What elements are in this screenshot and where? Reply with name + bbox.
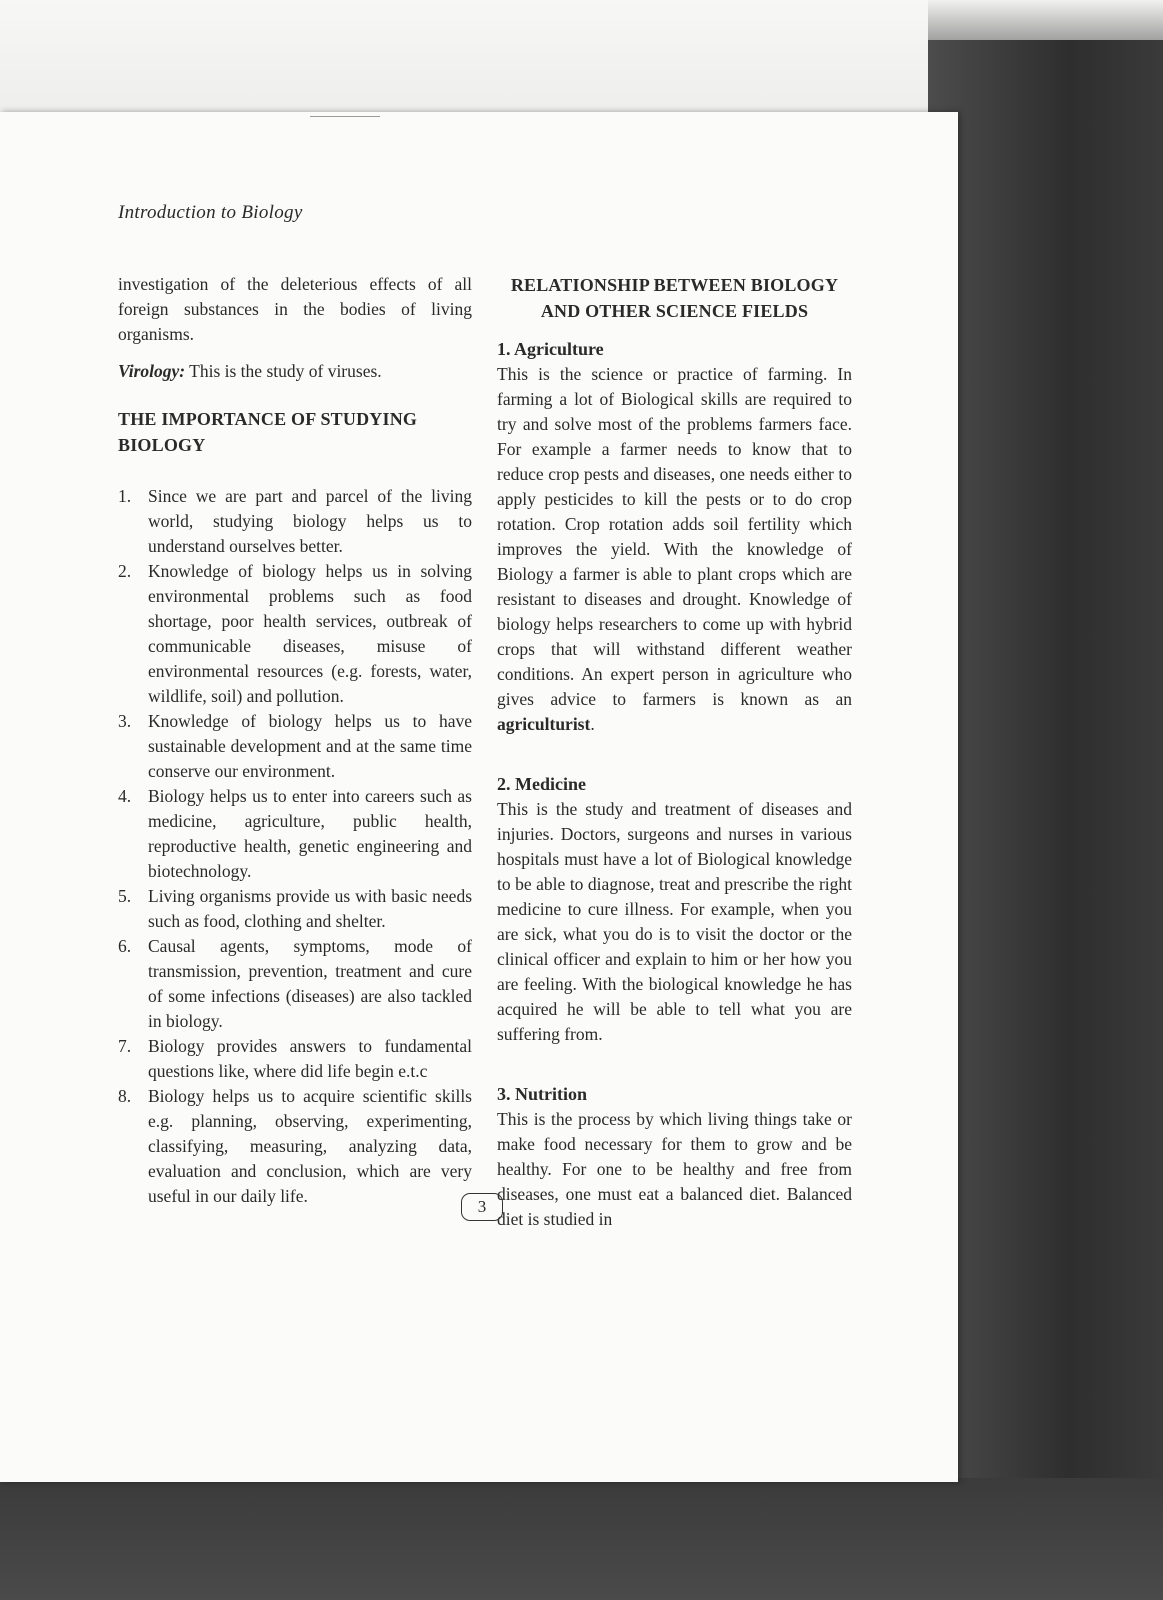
right-column [497,272,852,1232]
nutrition-title: 3. Nutrition [497,1084,587,1104]
list-item: 2. Knowledge of biology helps us in solving environmental problems such as food shortage, poor health services, outbreak of communicable diseases, misuse of environmental resources (e.g. forests, water, wildlife, soil) and pollution. [118,561,472,706]
list-item: 5. Living organisms provide us with basic needs such as food, clothing and shelter. [118,886,472,931]
running-head: Introduction to Biology [118,202,303,223]
header-rule [310,116,380,117]
relationship-heading-line1: RELATIONSHIP BETWEEN BIOLOGY [510,275,839,295]
importance-heading: THE IMPORTANCE OF STUDYING BIOLOGY [118,409,418,455]
virology-term: Virology: [118,361,186,381]
left-column [118,272,472,1209]
list-item: 1. Since we are part and parcel of the living world, studying biology helps us to understand ourselves better. [118,486,472,556]
medicine-title: 2. Medicine [497,774,586,794]
list-item: 3. Knowledge of biology helps us to have sustainable development and at the same time conserve our environment. [118,711,472,781]
medicine-paragraph: This is the study and treatment of diseases and injuries. Doctors, surgeons and nurses in various hospitals must have a lot of Biological knowledge to be able to diagnose, treat and prescribe the right medicine to cure illness. For example, when you are sick, what you do is to visit the doctor or the clinical officer and explain to him or her how you are feeling. With the biological knowledge he has acquired he will be able to tell what you are suffering from. [497,799,852,1044]
list-item: 4. Biology helps us to enter into careers such as medicine, agriculture, public health, reproductive health, genetic engineering and biotechnology. [118,786,472,881]
scan-background-bottom [0,1478,1163,1600]
virology-text: This is the study of viruses. [185,361,382,381]
scan-background-right [928,40,1163,1510]
agriculture-paragraph: This is the science or practice of farming. In farming a lot of Biological skills are required to try and solve most of the problems farmers face. For example a farmer needs to know that to reduce crop pests and diseases, one needs either to apply pesticides to kill the pests or to do crop rotation. Crop rotation adds soil fertility which improves the yield. With the knowledge of Biology a farmer is able to plant crops which are resistant to diseases and drought. Knowledge of biology helps researchers to come up with hybrid crops that will withstand different weather conditions. An expert person in agriculture who gives advice to farmers is known as an agriculturist. [497,364,852,734]
list-item: 6. Causal agents, symptoms, mode of transmission, prevention, treatment and cure of some infections (diseases) are also tackled in biology. [118,936,472,1031]
nutrition-paragraph: This is the process by which living things take or make food necessary for them to grow and be healthy. For one to be healthy and free from diseases, one must eat a balanced diet. Balanced diet is studied in [497,1109,852,1229]
relationship-heading-line2: AND OTHER SCIENCE FIELDS [540,301,809,321]
page-number: 3 [461,1193,503,1221]
list-item: 8. Biology helps us to acquire scientific skills e.g. planning, observing, experimenting, classifying, measuring, analyzing data, evaluation and conclusion, which are very useful in our daily life. [118,1086,472,1206]
virology-paragraph [118,359,472,384]
agriculturist-term: agriculturist [497,714,591,734]
intro-paragraph: investigation of the deleterious effects of all foreign substances in the bodies of living organisms. [118,274,472,344]
importance-list [118,484,472,1209]
agriculture-title: 1. Agriculture [497,339,604,359]
list-item: 7. Biology provides answers to fundamental questions like, where did life begin e.t.c [118,1036,472,1081]
